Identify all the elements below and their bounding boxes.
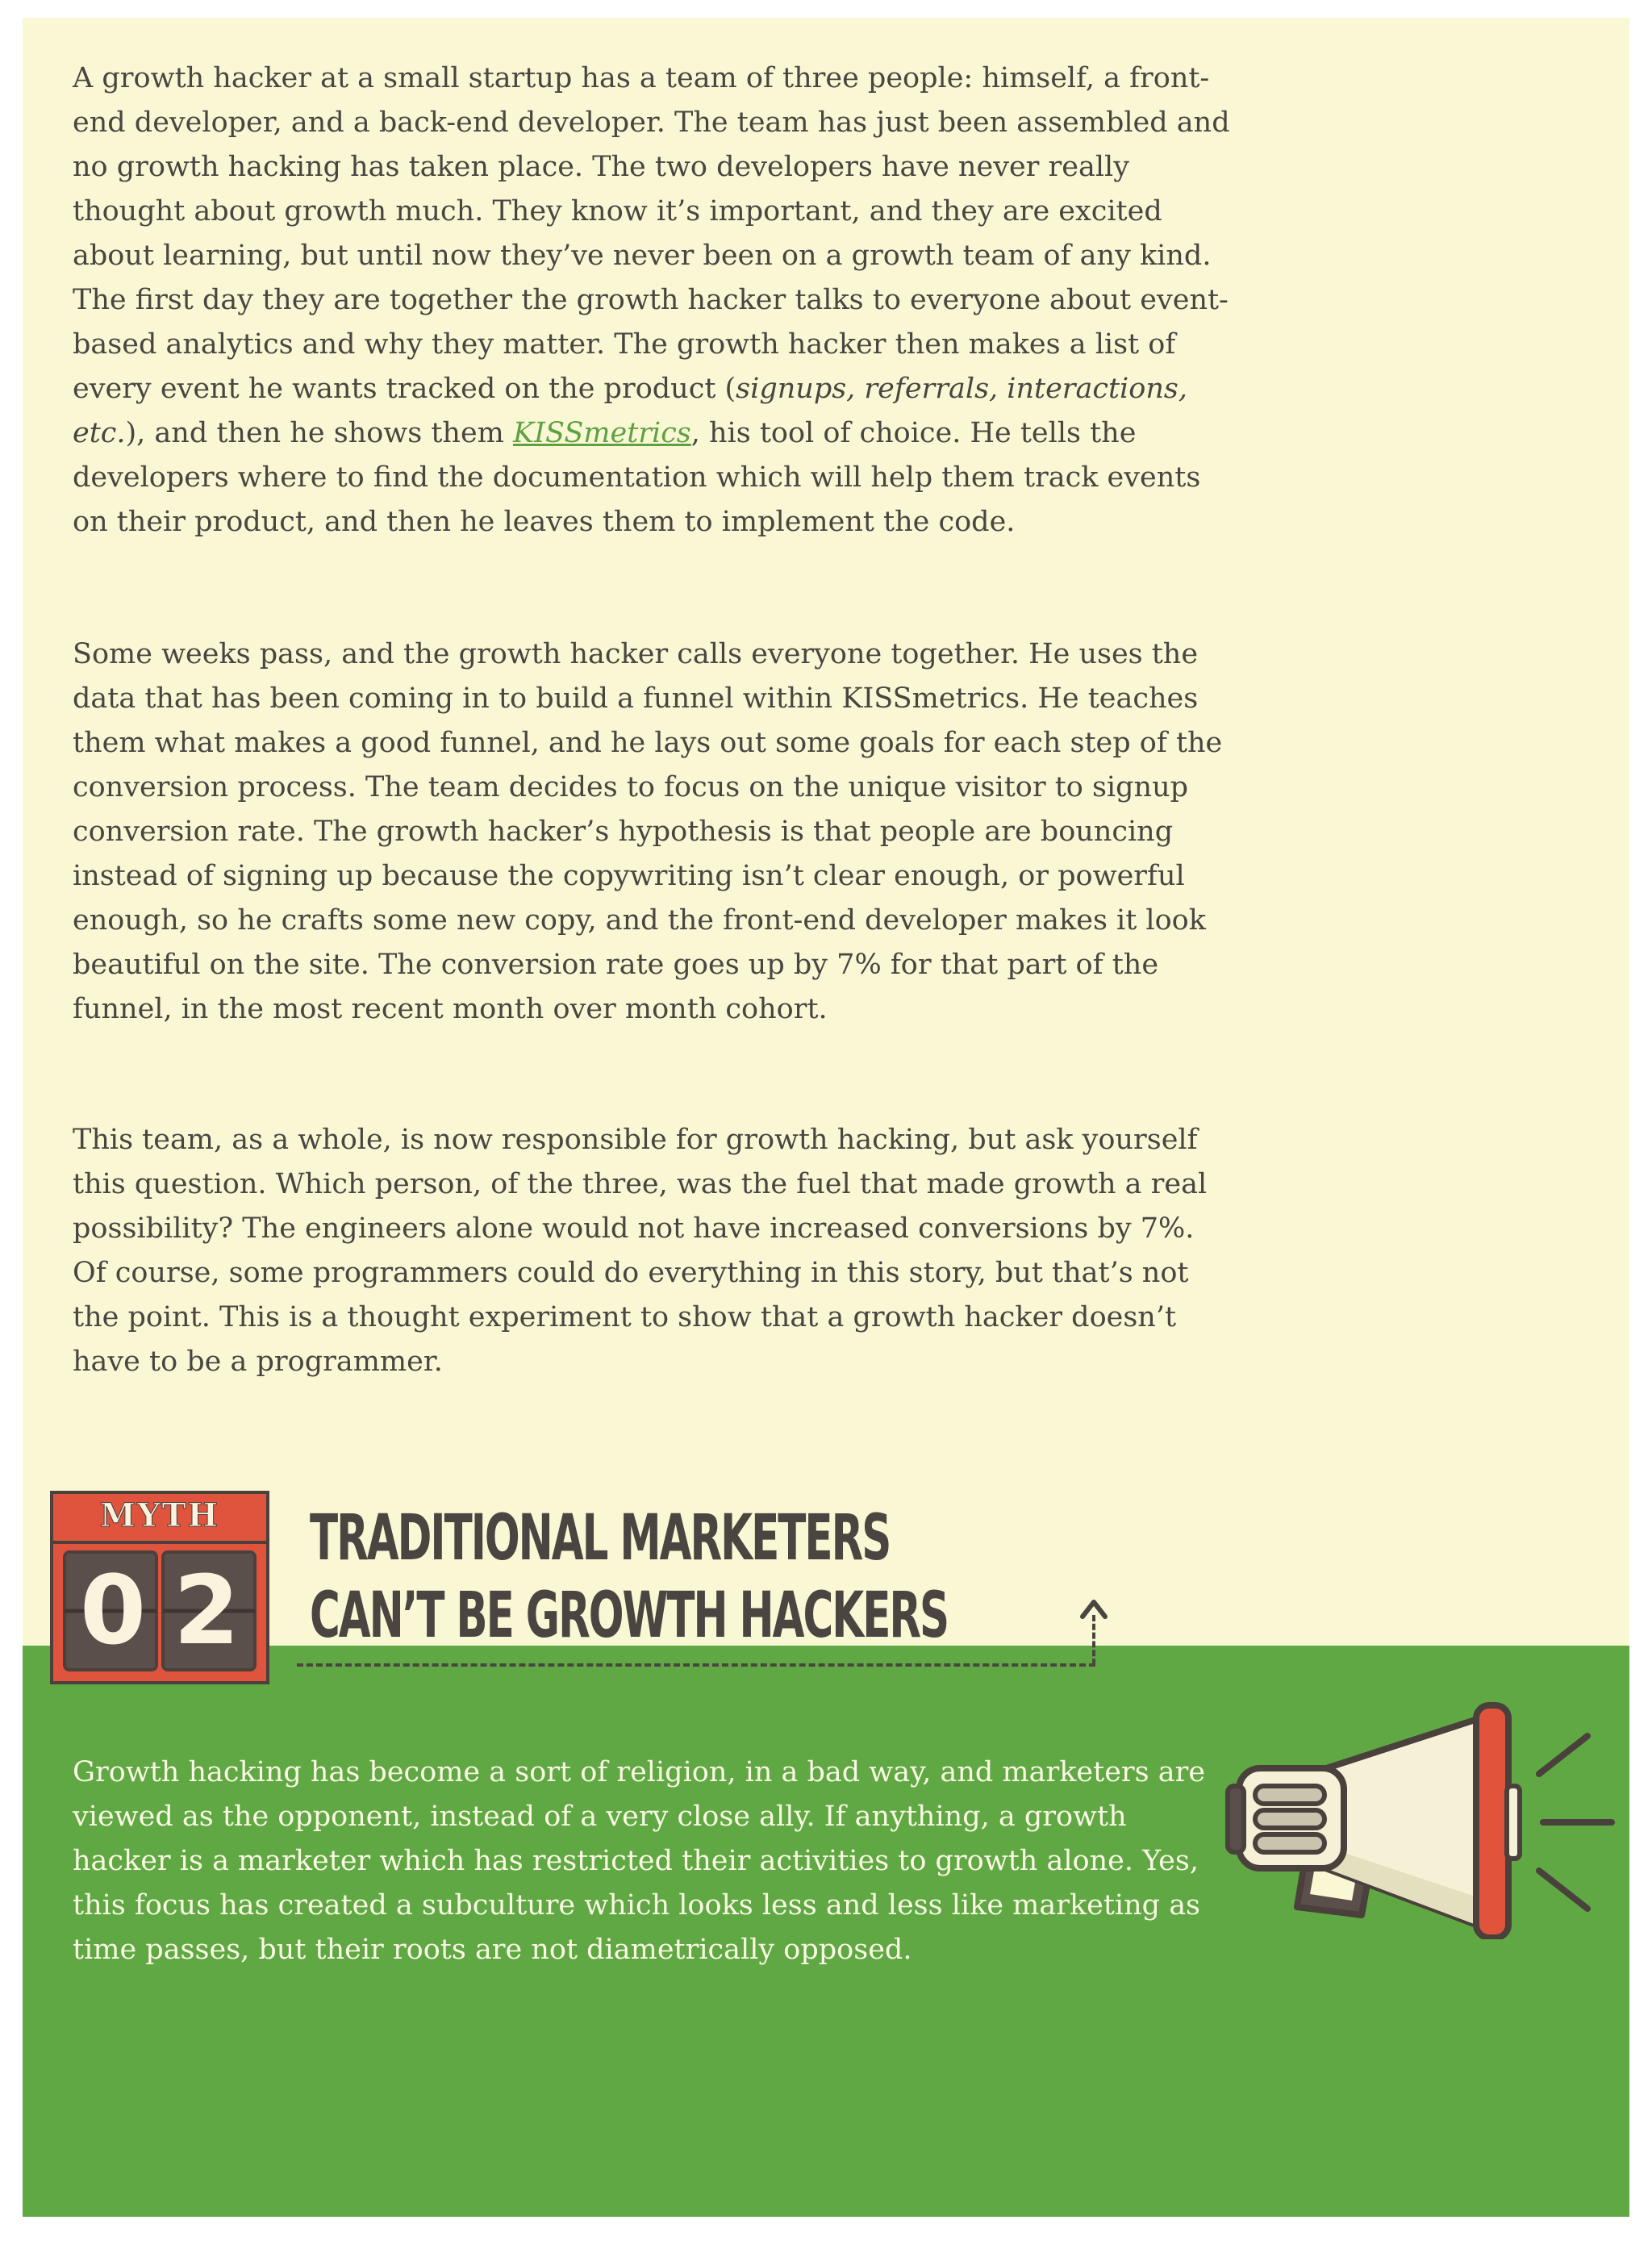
megaphone-icon (1216, 1697, 1620, 1939)
document-page (23, 18, 1629, 2217)
myth-label: MYTH (99, 1496, 220, 1534)
body-paragraph-1 (73, 56, 1234, 545)
myth-heading-line-2: CAN’T BE GROWTH HACKERS (310, 1579, 949, 1652)
myth-heading-line-1: TRADITIONAL MARKETERS (310, 1502, 891, 1575)
myth-badge (50, 1491, 269, 1684)
body-paragraph-2: Some weeks pass, and the growth hacker calls everyone together. He uses the data that has been coming in to build a funnel within KISSmetrics. He teaches them what makes a good funnel, and he lays out some goals for each step of the conversion process. The team decides to focus on the unique visitor to signup conversion rate. The growth hacker’s hypothesis is that people are bouncing instead of signing up because the copywriting isn’t clear enough, or powerful enough, so he crafts some new copy, and the front-end developer makes it look beautiful on the site. The conversion rate goes up by 7% for that part of the funnel, in the most recent month over month cohort. (73, 638, 1223, 1025)
paragraph-1-text-2: ), and then he shows them (125, 417, 513, 449)
heading-dashed-connector (1092, 1615, 1095, 1665)
arrow-up-icon (1078, 1597, 1110, 1621)
myth-paragraph: Growth hacking has become a sort of religion, in a bad way, and marketers are viewed as the opponent, instead of a very close ally. If anything, a growth hacker is a marketer which has restricted their activities to growth alone. Yes, this focus has created a subculture which looks less and less like marketing as time passes, but their roots are not diametrically opposed. (73, 1756, 1206, 1966)
body-paragraph-3: This team, as a whole, is now responsible for growth hacking, but ask yourself this question. Which person, of the three, was the fuel that made growth a real possibility? The engineers alone would not have increased conversions by 7%. Of course, some programmers could do everything in this story, but that’s not the point. This is a thought experiment to show that a growth hacker doesn’t have to be a programmer. (73, 1124, 1208, 1378)
myth-number-digit: 0 (79, 1554, 147, 1666)
kissmetrics-link[interactable]: KISSmetrics (512, 417, 691, 449)
paragraph-1-text-1: A growth hacker at a small startup has a team of three people: himself, a front-end developer, and a back-end developer. The team has just been assembled and no growth hacking has taken place. The two developers have never really thought about growth much. They know it’s important, and they are excited about learning, but until now they’ve never been on a growth team of any kind. The first day they are together the growth hacker talks to everyone about event-based analytics and why they matter. The growth hacker then makes a list of every event he wants tracked on the product ( (73, 62, 1230, 405)
heading-dashed-underline (297, 1663, 1095, 1667)
paragraph-1-italic-events: signups, referrals, interactions, etc. (73, 373, 1187, 449)
paragraph-1-text-3: , his tool of choice. He tells the developers where to find the documentation which will help them track events on their product, and then he leaves them to implement the code. (73, 417, 1201, 538)
myth-number-digit: 2 (173, 1554, 240, 1666)
